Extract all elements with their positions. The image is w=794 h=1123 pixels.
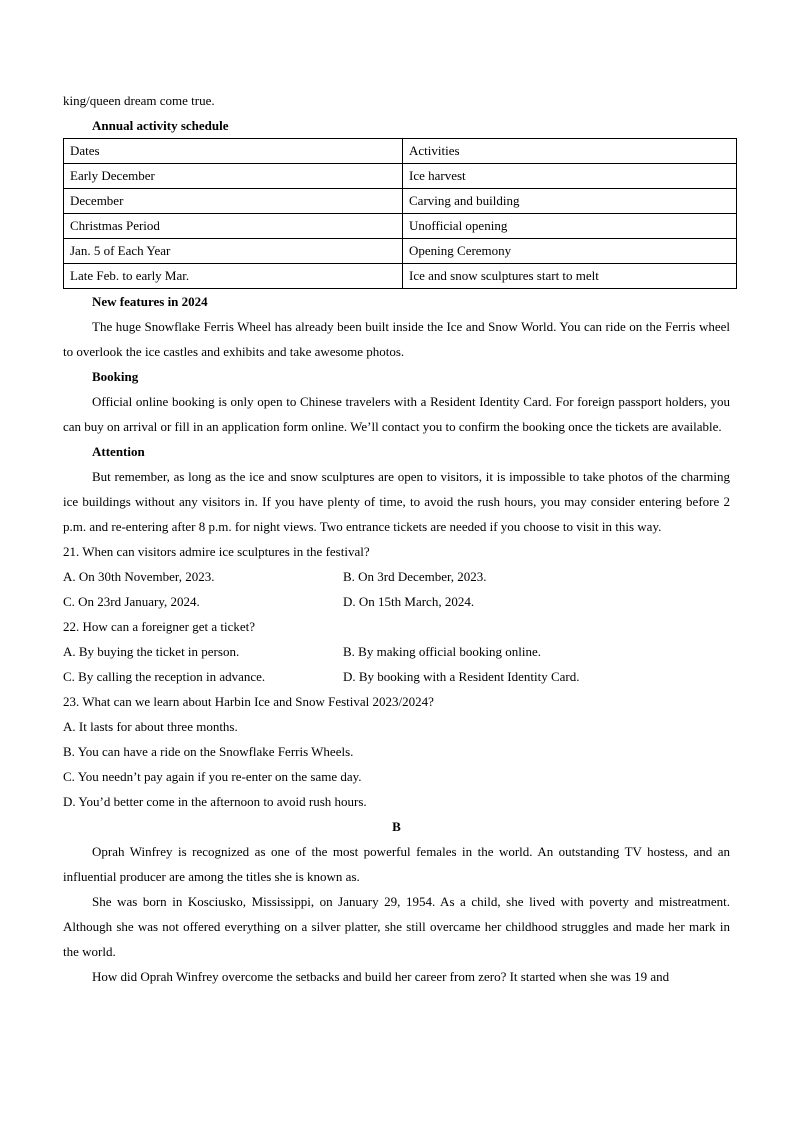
row-activity: Ice and snow sculptures start to melt	[403, 264, 737, 289]
new-features-text: The huge Snowflake Ferris Wheel has already been built inside the Ice and Snow World. You can ride on the Ferris wheel to overlook the ice castles and exhibits and take awesome photos.	[63, 319, 730, 359]
row-date: Late Feb. to early Mar.	[64, 264, 403, 289]
booking-heading: Booking	[92, 369, 139, 384]
section-b-paragraph-3: How did Oprah Winfrey overcome the setbacks and build her career from zero? It started when she was 19 and	[92, 969, 670, 984]
table-row	[64, 239, 737, 264]
table-header-row	[64, 139, 737, 164]
question-23-stem: 23. What can we learn about Harbin Ice and Snow Festival 2023/2024?	[63, 694, 434, 709]
question-22-options-row-2	[63, 664, 730, 689]
intro-tail: king/queen dream come true.	[63, 93, 215, 108]
row-date: Early December	[64, 164, 403, 189]
question-21-option-c[interactable]: C. On 23rd January, 2024.	[63, 594, 200, 609]
schedule-table	[63, 138, 737, 289]
question-23-option-b[interactable]: B. You can have a ride on the Snowflake Ferris Wheels.	[63, 744, 354, 759]
table-row	[64, 214, 737, 239]
question-22-options-row-1	[63, 639, 730, 664]
attention-text: But remember, as long as the ice and snow sculptures are open to visitors, it is impossible to take photos of the charming ice buildings without any visitors in. If you have plenty of time, to avoid the rush hours, you may consider entering before 2 p.m. and re-entering after 8 p.m. for night views. Two entrance tickets are needed if you choose to visit in this way.	[63, 469, 730, 534]
header-activities: Activities	[403, 139, 737, 164]
row-date: Jan. 5 of Each Year	[64, 239, 403, 264]
question-23-option-a[interactable]: A. It lasts for about three months.	[63, 719, 238, 734]
header-dates: Dates	[64, 139, 403, 164]
question-21-stem: 21. When can visitors admire ice sculptures in the festival?	[63, 544, 370, 559]
section-b-paragraph-2: She was born in Kosciusko, Mississippi, on January 29, 1954. As a child, she lived with poverty and mistreatment. Although she was not offered everything on a silver platter, she still overcame her childhood struggles and made her mark in the world.	[63, 894, 730, 959]
table-row	[64, 189, 737, 214]
row-date: Christmas Period	[64, 214, 403, 239]
question-21-option-b[interactable]: B. On 3rd December, 2023.	[343, 569, 487, 584]
schedule-heading: Annual activity schedule	[92, 118, 229, 133]
question-22-option-c[interactable]: C. By calling the reception in advance.	[63, 669, 266, 684]
section-b-heading: B	[392, 819, 401, 834]
row-activity: Carving and building	[403, 189, 737, 214]
row-date: December	[64, 189, 403, 214]
section-b-paragraph-1: Oprah Winfrey is recognized as one of the most powerful females in the world. An outstanding TV hostess, and an influential producer are among the titles she is known as.	[63, 844, 730, 884]
question-21-option-a[interactable]: A. On 30th November, 2023.	[63, 569, 215, 584]
row-activity: Opening Ceremony	[403, 239, 737, 264]
row-activity: Ice harvest	[403, 164, 737, 189]
question-21-options-row-2	[63, 589, 730, 614]
question-22-option-d[interactable]: D. By booking with a Resident Identity Card.	[343, 669, 580, 684]
question-21-option-d[interactable]: D. On 15th March, 2024.	[343, 594, 475, 609]
question-21-options-row-1	[63, 564, 730, 589]
table-row	[64, 264, 737, 289]
question-22-stem: 22. How can a foreigner get a ticket?	[63, 619, 256, 634]
attention-heading: Attention	[92, 444, 145, 459]
table-row	[64, 164, 737, 189]
booking-text: Official online booking is only open to Chinese travelers with a Resident Identity Card. For foreign passport holders, you can buy on arrival or fill in an application form online. We’ll contact you to confirm the booking once the tickets are available.	[63, 394, 730, 434]
question-23-option-d[interactable]: D. You’d better come in the afternoon to avoid rush hours.	[63, 794, 367, 809]
question-23-option-c[interactable]: C. You needn’t pay again if you re-enter on the same day.	[63, 769, 362, 784]
row-activity: Unofficial opening	[403, 214, 737, 239]
question-22-option-b[interactable]: B. By making official booking online.	[343, 644, 541, 659]
document-page	[63, 88, 730, 989]
new-features-heading: New features in 2024	[92, 294, 208, 309]
question-22-option-a[interactable]: A. By buying the ticket in person.	[63, 644, 240, 659]
